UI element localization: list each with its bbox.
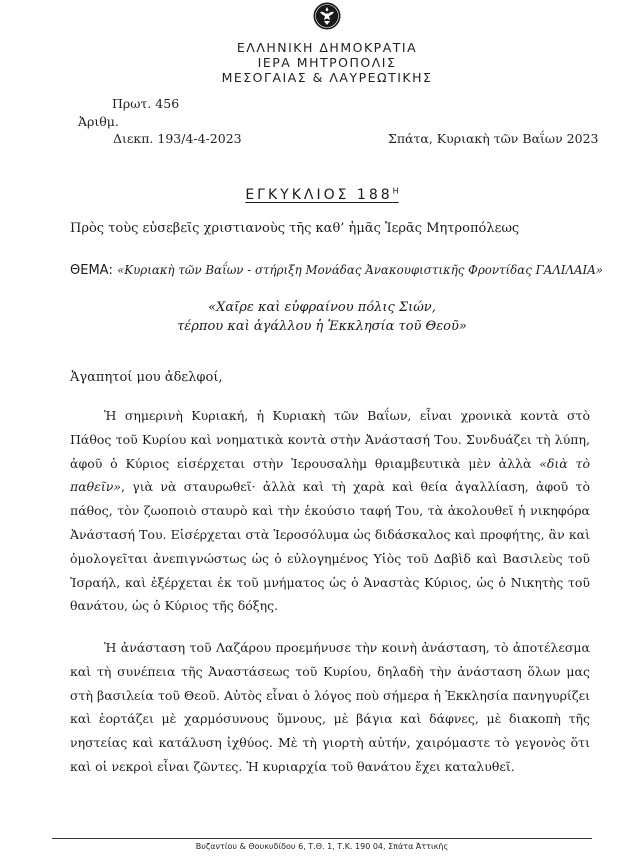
encyclical-title: ΕΓΚΥΚΛΙΟΣ $188^H$	[245, 186, 399, 203]
number-label: Ἀριθμ.	[78, 114, 119, 129]
double-headed-eagle-emblem-icon	[313, 2, 341, 30]
header-line-metropolis: ΙΕΡΑ ΜΗΤΡΟΠΟΛΙΣ	[257, 55, 397, 70]
subject-label: ΘΕΜΑ:	[70, 263, 113, 278]
quote-line-1: «Χαῖρε καὶ εὐφραίνου πόλις Σιών,	[208, 300, 436, 315]
paragraph-2: Ἡ ἀνάσταση τοῦ Λαζάρου προεμήνυσε τὴν κοινὴ ἀνάσταση, τὸ ἀποτέλεσμα καὶ τὴ συνέπεια τῆς Ἀναστάσεως τοῦ Κυρίου, δηλαδὴ τὴν ἀνάσταση ὅλων μας στὴ βασιλεία τοῦ Θεοῦ. Αὐτὸς εἶναι ὁ λόγος ποὺ σήμερα ἡ Ἐκκλησία πανηγυρίζει καὶ ἑορτάζει μὲ χαρμόσυνους ὕμνους, μὲ βάγια καὶ δάφνες, μὲ διακοπὴ τῆς νηστείας καὶ κατάλυση ἰχθύος. Μὲ τὴ γιορτὴ αὐτήν, χαιρόμαστε τὸ γεγονὸς ὅτι καὶ οἱ νεκροὶ εἶναι ζῶντες. Ἡ κυριαρχία τοῦ θανάτου ἔχει καταλυθεῖ.	[70, 640, 590, 774]
subject-line	[70, 263, 603, 278]
quote-line-2: τέρπου καὶ ἀγάλλου ἡ Ἐκκλησία τοῦ Θεοῦ»	[177, 319, 467, 334]
footer-divider	[52, 838, 592, 839]
protocol-number: Πρωτ. 456	[112, 96, 180, 111]
recipients-line: Πρὸς τοὺς εὐσεβεῖς χριστιανοὺς τῆς καθ’ ἡμᾶς Ἱερᾶς Μητροπόλεως	[70, 221, 520, 236]
dispatch-number: Διεκπ. 193/4-4-2023	[113, 131, 242, 146]
header-line-region: ΜΕΣΟΓΑΙΑΣ & ΛΑΥΡΕΩΤΙΚΗΣ	[221, 70, 433, 85]
paragraph-1: Ἡ σημερινὴ Κυριακή, ἡ Κυριακὴ τῶν Βαΐων, εἶναι χρονικὰ κοντὰ στὸ Πάθος τοῦ Κυρίου καὶ νοηματικὰ κοντὰ στὴν Ἀνάστασή Του. Συνδυάζει τὴ λύπη, ἀφοῦ ὁ Κύριος εἰσέρχεται στὴν Ἱερουσαλὴμ θριαμβευτικὰ μὲν ἀλλὰ «διὰ τὸ παθεῖν», γιὰ νὰ σταυρωθεῖ· ἀλλὰ καὶ τὴ χαρὰ καὶ θεία ἀγαλλίαση, ἀφοῦ τὸ πάθος, τὸν ζωοποιὸ σταυρὸ καὶ τὴν ἑκούσιο ταφή Του, τὰ ἀκολουθεῖ ἡ νικηφόρα Ἀνάστασή Του. Εἰσέρχεται στὰ Ἱεροσόλυμα ὡς διδάσκαλος καὶ προφήτης, ἂν καὶ ὁμολογεῖται ἀνεπιγνώστως ὡς ὁ εὐλογημένος Υἱὸς τοῦ Δαβὶδ καὶ Βασιλεὺς τοῦ Ἰσραήλ, καὶ ἐξέρχεται ἐκ τοῦ μνήματος ὡς ὁ Ἀναστὰς Κύριος, ὡς ὁ Νικητὴς τοῦ θανάτου, ὡς ὁ Κύριος τῆς δόξης.	[70, 408, 590, 614]
footer-address: Βυζαντίου & Θουκυδίδου 6, Τ.Θ. 1, Τ.Κ. 190 04, Σπάτα Ἀττικῆς	[195, 842, 449, 851]
place-and-date: Σπάτα, Κυριακὴ τῶν Βαΐων 2023	[388, 131, 599, 146]
subject-text: «Κυριακὴ τῶν Βαΐων - στήριξη Μονάδας Ἀνακουφιστικῆς Φροντίδας ΓΑΛΙΛΑΙΑ»	[117, 263, 603, 277]
greeting: Ἀγαπητοί μου ἀδελφοί,	[70, 370, 223, 385]
header-line-state: ΕΛΛΗΝΙΚΗ ΔΗΜΟΚΡΑΤΙΑ	[236, 40, 418, 55]
